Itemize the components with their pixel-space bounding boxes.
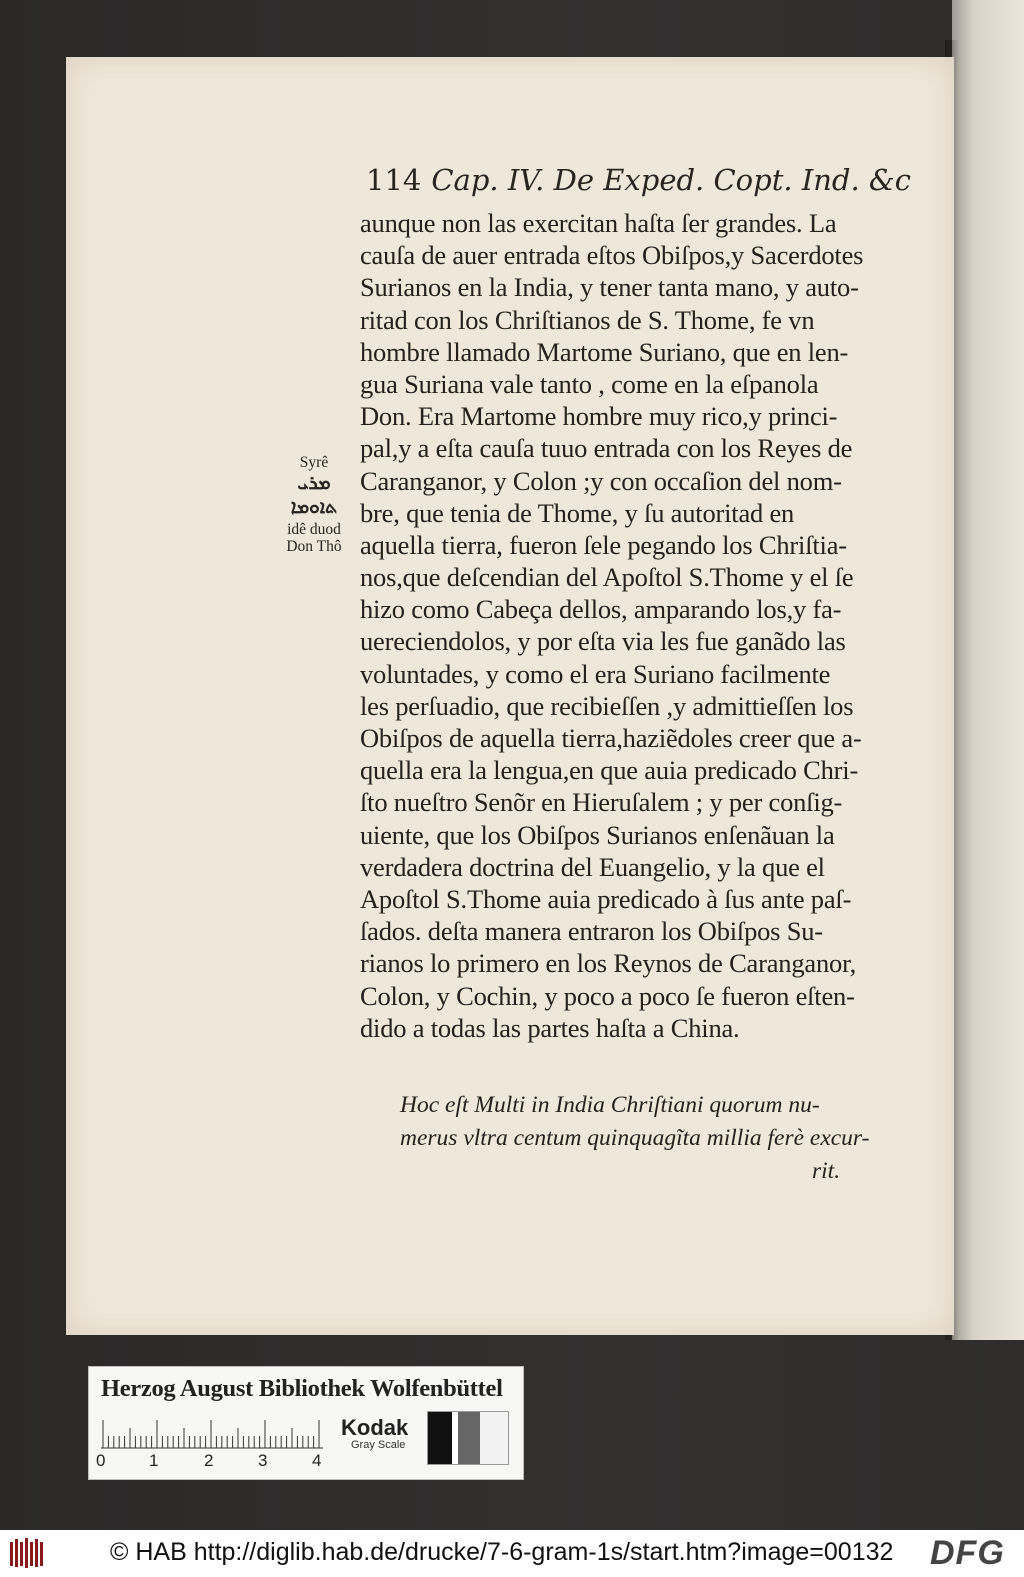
ruler-digit: 4 (312, 1451, 322, 1470)
marginal-note-syriac: ܡܪܝ (297, 473, 331, 494)
library-color-target (88, 1366, 524, 1480)
text-line: Don. Era Martome hombre muy rico,y princi- (360, 401, 838, 432)
book-page (66, 57, 954, 1335)
text-line: cauſa de auer entrada eſtos Obiſpos,y Sacerdotes (360, 240, 864, 271)
text-line: Apoſtol S.Thome auia predicado à ſus ante paſ- (360, 883, 852, 914)
text-line: voluntades, y como el era Suriano facilmente (360, 658, 831, 689)
footer-bar (0, 1530, 1024, 1577)
gray-patch (458, 1412, 480, 1464)
body-text (360, 207, 900, 1044)
ruler-digit: 2 (204, 1451, 214, 1470)
latin-line: merus vltra centum quinquagĩta millia ferè excur- (400, 1125, 870, 1151)
text-line: ſados. deſta manera entraron los Obiſpos Su- (360, 916, 823, 947)
latin-line: Hoc eſt Multi in India Chriſtiani quorum nu- (400, 1092, 820, 1118)
gray-patch (480, 1412, 508, 1464)
next-page-edge (952, 0, 1024, 1340)
ruler-digit: 3 (258, 1451, 268, 1470)
copyright-link[interactable]: © HAB http://diglib.hab.de/drucke/7-6-gram-1s/start.htm?image=00132 (110, 1538, 894, 1566)
text-line: verdadera doctrina del Euangelio, y la que el (360, 851, 825, 882)
marginal-note (274, 454, 354, 555)
marginal-note-line: Don Thô (286, 538, 342, 555)
gray-scale-patches (427, 1411, 509, 1465)
ruler-digit: 1 (149, 1451, 159, 1470)
text-line: bre, que tenia de Thome, y ſu autoritad en (360, 497, 795, 528)
marginal-note-line: idê duod (287, 521, 341, 538)
gray-patch (428, 1412, 452, 1464)
text-line: Surianos en la India, y tener tanta mano, y auto- (360, 272, 859, 303)
text-line: Colon, y Cochin, y poco a poco ſe fueron eſten- (360, 980, 855, 1011)
text-line: aunque non las exercitan haſta ſer grandes. La (360, 208, 837, 238)
text-line: nos,que deſcendian del Apoſtol S.Thome y el ſe (360, 562, 854, 593)
running-head-title: Cap. IV. De Exped. Copt. Ind. &c (431, 163, 911, 197)
text-line: pal,y a eſta cauſa tuuo entrada con los Reyes de (360, 433, 853, 464)
text-line: ritad con los Chriſtianos de S. Thome, fe vn (360, 304, 815, 335)
text-line: uereciendolos, y por eſta via les fue ganãdo las (360, 626, 846, 657)
text-line: Obiſpos de aquella tierra,haziẽdoles creer que a- (360, 723, 862, 753)
text-line: uiente, que los Obiſpos Surianos enſenãuan la (360, 819, 835, 850)
text-line: aquella tierra, fueron ſele pegando los Chriſtia- (360, 529, 847, 560)
marginal-note-syriac: ܬܐܘܡܐ (290, 497, 338, 518)
hab-logo-icon (8, 1536, 48, 1570)
page-number: 114 (366, 163, 422, 197)
latin-translation (400, 1089, 930, 1188)
gray-scale-label: Gray Scale (351, 1439, 406, 1451)
marginal-note-line: Syrê (299, 454, 329, 471)
text-line: hizo como Cabeça dellos, amparando los,y fa- (360, 594, 842, 625)
text-line: hombre llamado Martome Suriano, que en len- (360, 336, 849, 367)
text-line: les perſuadio, que recibieſſen ,y admittieſſen los (360, 690, 854, 721)
kodak-logo: Kodak (341, 1415, 409, 1440)
latin-line: rit. (812, 1158, 841, 1184)
library-name: Herzog August Bibliothek Wolfenbüttel (101, 1375, 503, 1402)
text-line: rianos lo primero en los Reynos de Caranganor, (360, 948, 857, 979)
ruler-digit: 0 (96, 1451, 106, 1470)
text-line: dido a todas las partes haſta a China. (360, 1012, 740, 1043)
dfg-logo: DFG (930, 1534, 1005, 1572)
measurement-ruler (101, 1419, 323, 1449)
text-line: ſto nueſtro Senõr en Hieruſalem ; y per conſig- (360, 787, 843, 818)
text-line: quella era la lengua,en que auia predicado Chri- (360, 755, 859, 786)
text-line: Caranganor, y Colon ;y con occaſion del nom- (360, 465, 842, 496)
text-line: gua Suriana vale tanto , come en la eſpanola (360, 368, 819, 399)
running-head (366, 163, 911, 203)
